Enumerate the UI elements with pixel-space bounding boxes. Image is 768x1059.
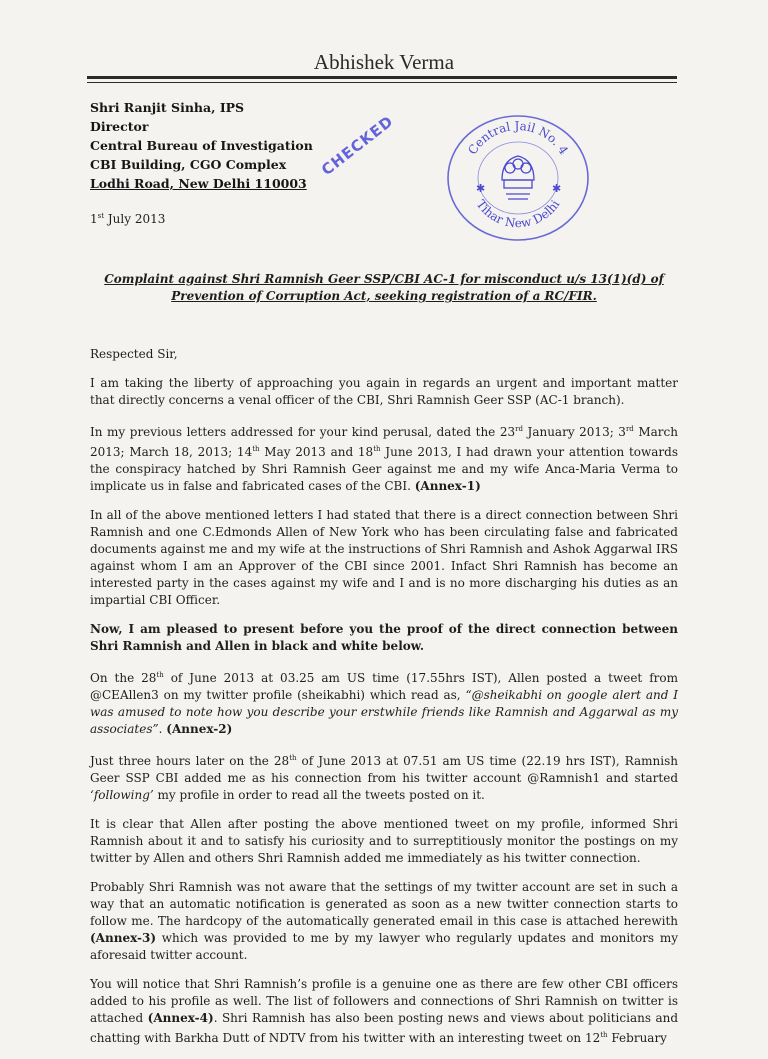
subject-heading xyxy=(70,271,698,305)
subject-line-1: Complaint against Shri Ramnish Geer SSP/CBI AC-1 for misconduct u/s 13(1)(d) of xyxy=(104,272,664,286)
paragraph-4: Now, I am pleased to present before you the proof of the direct connection between Shri Ramnish and Allen in black and white below. xyxy=(90,622,678,653)
checked-stamp: CHECKED xyxy=(318,111,397,180)
subject-line-2: Prevention of Corruption Act, seeking registration of a RC/FIR. xyxy=(171,289,597,303)
addressee-building: CBI Building, CGO Complex xyxy=(90,157,287,172)
letterhead-rule-thick xyxy=(87,76,677,79)
annex-1-ref: (Annex-1) xyxy=(414,479,481,493)
seal-star-right: ✱ xyxy=(552,182,562,195)
tweet-quote: “@sheikabhi on google alert and I was amused to note how you describe your erstwhile friends like Ramnish and Aggarwal as my associates” xyxy=(90,688,678,736)
seal-top-text: Central Jail No. 4 xyxy=(465,118,571,158)
annex-3-ref: (Annex-3) xyxy=(90,931,157,945)
seal-star-left: ✱ xyxy=(476,182,486,195)
paragraph-8: Probably Shri Ramnish was not aware that the settings of my twitter account are set in such a way that an automatic notification is generated as soon as a new twitter connection starts to follow me. The hardcopy of the automatically generated email in this case is attached herewith (Annex-3) which was provided to me by my lawyer who regularly updates and monitors my aforesaid twitter account. xyxy=(90,880,678,962)
paragraph-7: It is clear that Allen after posting the above mentioned tweet on my profile, informed Shri Ramnish about it and to satisfy his curiosity and to surreptitiously monitor the postings on my twitter by Allen and others Shri Ramnish added me immediately as his twitter connection. xyxy=(90,817,678,865)
paragraph-6: Just three hours later on the 28th of June 2013 at 07.51 am US time (22.19 hrs IST), Ramnish Geer SSP CBI added me as his connection from his twitter account @Ramnish1 and started ‘following’ my profile in order to read all the tweets posted on it. xyxy=(90,754,678,802)
addressee-block xyxy=(90,98,313,193)
letter-body xyxy=(90,346,678,1059)
addressee-road: Lodhi Road, New Delhi 110003 xyxy=(90,176,307,191)
jail-seal-stamp xyxy=(442,108,594,244)
salutation: Respected Sir, xyxy=(90,347,178,361)
paragraph-9: You will notice that Shri Ramnish’s profile is a genuine one as there are few other CBI officers added to his profile as well. The list of followers and connections of Shri Ramnish on twitter is attached (Annex-4). Shri Ramnish has also been posting news and views about politicians and chatting with Barkha Dutt of NDTV from his twitter with an interesting tweet on 12th February xyxy=(90,977,679,1045)
addressee-title: Director xyxy=(90,119,149,134)
addressee-name: Shri Ranjit Sinha, IPS xyxy=(90,100,245,115)
paragraph-1: I am taking the liberty of approaching you again in regards an urgent and important matter that directly concerns a venal officer of the CBI, Shri Ramnish Geer SSP (AC-1 branch). xyxy=(90,376,678,407)
addressee-organization: Central Bureau of Investigation xyxy=(90,138,313,153)
letterhead-rule-thin xyxy=(87,82,677,83)
emblem-icon xyxy=(502,156,534,199)
paragraph-5: On the 28th of June 2013 at 03.25 am US time (17.55hrs IST), Allen posted a tweet from @CEAllen3 on my twitter profile (sheikabhi) which read as, “@sheikabhi on google alert and I was amused to note how you describe your erstwhile friends like Ramnish and Aggarwal as my associates”. (Annex-2) xyxy=(90,671,678,736)
letter-date xyxy=(90,212,165,226)
paragraph-2: In my previous letters addressed for your kind perusal, dated the 23rd January 2013; 3rd March 2013; March 18, 2013; 14th May 2013 and 18th June 2013, I had drawn your attention towards the conspiracy hatched by Shri Ramnish Geer against me and my wife Anca-Maria Verma to implicate us in false and fabricated cases of the CBI. (Annex-1) xyxy=(90,425,678,493)
annex-4-ref: (Annex-4) xyxy=(147,1011,214,1025)
annex-2-ref: (Annex-2) xyxy=(166,722,233,736)
date-suffix: st xyxy=(97,212,105,220)
seal-inner-ring xyxy=(478,142,558,214)
paragraph-3: In all of the above mentioned letters I had stated that there is a direct connection between Shri Ramnish and one C.Edmonds Allen of New York who has been circulating false and fabricated documents against me and my wife at the instructions of Shri Ramnish and Ashok Aggarwal IRS against whom I am an Approver of the CBI since 2001. Infact Shri Ramnish has become an interested party in the cases against my wife and I and is no more discharging his duties as an impartial CBI Officer. xyxy=(90,508,678,607)
following-term: ‘following’ xyxy=(90,788,154,802)
date-rest: July 2013 xyxy=(104,212,166,226)
seal-bottom-text: Tihar New Delhi xyxy=(473,197,563,231)
date-day: 1 xyxy=(90,212,98,226)
letterhead-name: Abhishek Verma xyxy=(313,50,455,74)
